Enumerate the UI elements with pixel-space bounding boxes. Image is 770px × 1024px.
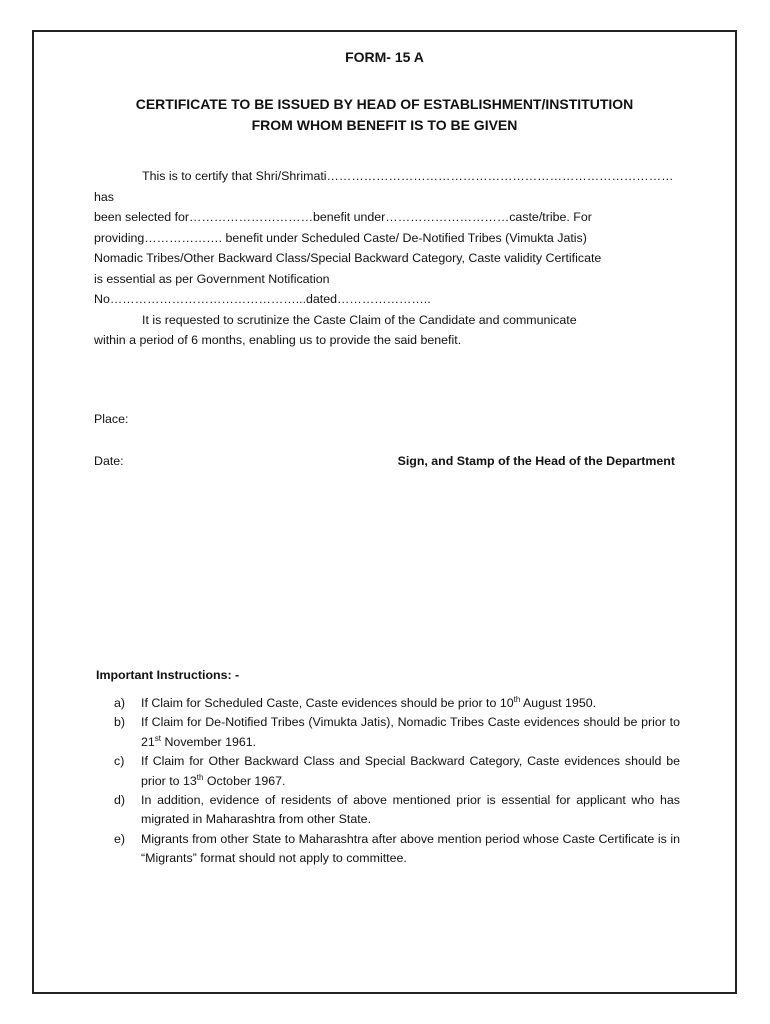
instructions-heading: Important Instructions: - xyxy=(96,668,240,682)
certificate-title xyxy=(34,94,735,136)
body-line-4: Nomadic Tribes/Other Backward Class/Special Backward Category, Caste validity Certificate xyxy=(94,251,602,265)
title-line-2: FROM WHOM BENEFIT IS TO BE GIVEN xyxy=(251,117,518,133)
body-line-8: within a period of 6 months, enabling us to provide the said benefit. xyxy=(94,333,462,347)
instruction-item-a: a) If Claim for Scheduled Caste, Caste evidences should be prior to 10th August 1950. xyxy=(114,694,680,713)
list-marker: c) xyxy=(114,754,125,769)
list-marker: a) xyxy=(114,696,126,710)
instruction-item-e: e) Migrants from other State to Maharashtra after above mention period whose Caste Certificate is in “Migrants” format should not apply to committee. xyxy=(114,831,680,866)
body-line-5: is essential as per Government Notification xyxy=(94,271,330,286)
place-label: Place: xyxy=(94,412,129,426)
body-line-6: No………………………………………...dated………………….. xyxy=(94,292,431,306)
instruction-item-d: d) In addition, evidence of residents of above mentioned prior is essential for applicant who has migrated in Maharashtra from other State. xyxy=(114,793,680,827)
list-marker: d) xyxy=(114,793,126,808)
date-label: Date: xyxy=(94,454,124,468)
instructions-list xyxy=(114,694,680,869)
body-line-7: It is requested to scrutinize the Caste Claim of the Candidate and communicate xyxy=(142,312,577,327)
instruction-item-b: b) If Claim for De-Notified Tribes (Vimukta Jatis), Nomadic Tribes Caste evidences should be prior to 21st November 1961. xyxy=(114,715,680,749)
signature-label: Sign, and Stamp of the Head of the Department xyxy=(397,454,675,468)
body-line-1: This is to certify that Shri/Shrimati………………………………………………………………………… has xyxy=(94,169,674,204)
body-line-3: providing………………. benefit under Scheduled Caste/ De-Notified Tribes (Vimukta Jatis) xyxy=(94,230,587,245)
title-line-1: CERTIFICATE TO BE ISSUED BY HEAD OF ESTABLISHMENT/INSTITUTION xyxy=(135,96,634,112)
form-page xyxy=(32,30,737,994)
list-marker: e) xyxy=(114,831,126,846)
list-marker: b) xyxy=(114,715,126,730)
body-line-2: been selected for…………………………benefit under…………………………caste/tribe. For xyxy=(94,210,592,224)
form-number: FORM- 15 A xyxy=(345,49,424,65)
certificate-body xyxy=(94,166,684,351)
instruction-item-c: c) If Claim for Other Backward Class and Special Backward Category, Caste evidences should be prior to 13th October 1967. xyxy=(114,754,680,788)
